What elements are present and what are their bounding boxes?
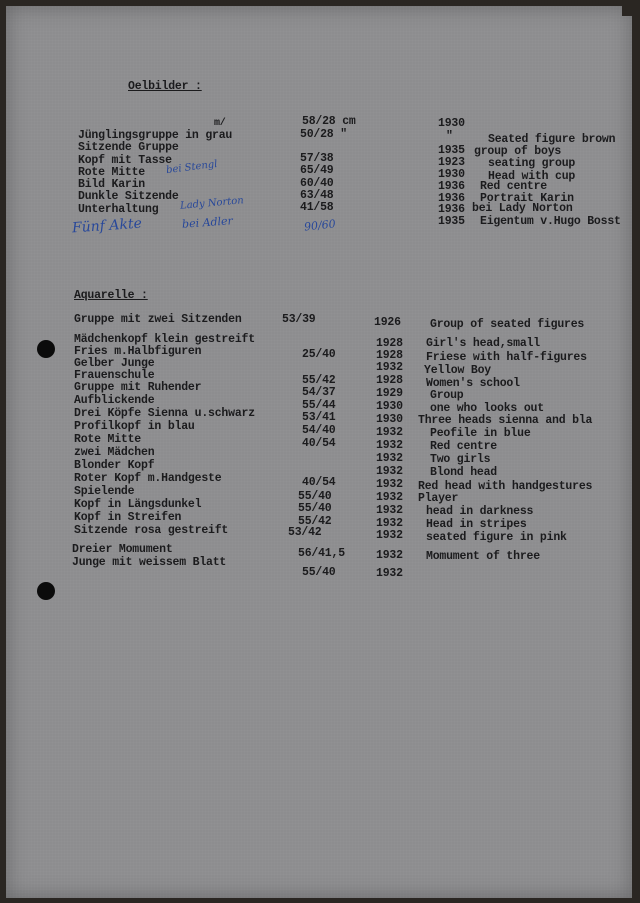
watercolor-year: 1932: [376, 426, 403, 439]
oil-english: Head with cup: [488, 170, 576, 183]
watercolor-title: Rote Mitte: [74, 433, 142, 446]
watercolor-title: Kopf in Streifen: [74, 511, 182, 524]
handwritten-note: bei Stengl: [165, 158, 219, 177]
watercolor-english: Three heads sienna and bla: [418, 414, 593, 427]
watercolor-year: 1932: [376, 504, 403, 517]
watercolor-english: Head in stripes: [426, 518, 527, 531]
watercolor-title: Sitzende rosa gestreift: [74, 524, 229, 537]
watercolor-dims: 55/40: [302, 566, 336, 579]
handwritten-note: Lady Norton: [179, 195, 245, 212]
watercolor-year: 1928: [376, 374, 403, 387]
watercolor-title: Gruppe mit zwei Sitzenden: [74, 313, 242, 326]
watercolor-year: 1932: [376, 478, 403, 491]
oil-year: ": [446, 130, 453, 143]
page-corner: [622, 6, 632, 16]
watercolor-title: Gelber Junge: [74, 357, 155, 370]
oil-english: Eigentum v.Hugo Bosst: [480, 215, 621, 228]
watercolor-title: Junge mit weissem Blatt: [72, 556, 227, 569]
watercolor-title: Aufblickende: [74, 394, 155, 407]
watercolor-english: seated figure in pink: [426, 531, 567, 544]
oil-year: 1936: [438, 180, 465, 193]
watercolor-title: Blonder Kopf: [74, 459, 155, 472]
watercolor-english: one who looks out: [430, 402, 544, 415]
watercolor-year: 1930: [376, 413, 403, 426]
watercolor-heading: Aquarelle :: [74, 289, 148, 302]
watercolor-year: 1932: [376, 439, 403, 452]
watercolor-dims: 55/42: [298, 515, 332, 528]
oil-dims: 41/58: [300, 201, 334, 214]
watercolor-dims: 53/39: [282, 313, 316, 326]
watercolor-dims: 40/54: [302, 476, 336, 489]
oil-mark: m/: [214, 118, 226, 129]
watercolor-title: Mädchenkopf klein gestreift: [74, 333, 255, 346]
watercolor-dims: 55/44: [302, 399, 336, 412]
oil-heading: Oelbilder :: [128, 80, 202, 93]
watercolor-year: 1930: [376, 400, 403, 413]
watercolor-dims: 55/40: [298, 502, 332, 515]
watercolor-english: Women's school: [426, 377, 520, 390]
oil-english: seating group: [488, 157, 576, 170]
oil-year: 1935: [438, 144, 465, 157]
watercolor-english: Friese with half-figures: [426, 351, 587, 364]
oil-title: Sitzende Gruppe: [78, 141, 179, 154]
watercolor-title: Roter Kopf m.Handgeste: [74, 472, 222, 485]
watercolor-title: zwei Mädchen: [74, 446, 155, 459]
watercolor-title: Kopf in Längsdunkel: [74, 498, 202, 511]
watercolor-english: head in darkness: [426, 505, 534, 518]
watercolor-english: Red centre: [430, 440, 498, 453]
watercolor-year: 1932: [376, 491, 403, 504]
oil-year: 1935: [438, 215, 465, 228]
watercolor-english: Yellow Boy: [424, 364, 492, 377]
handwritten-dims: 90/60: [303, 217, 337, 234]
oil-title: Kopf mit Tasse: [78, 154, 172, 167]
watercolor-year: 1928: [376, 337, 403, 350]
oil-dims: 63/48: [300, 189, 334, 202]
handwritten-title: Fünf Akte: [71, 215, 143, 237]
watercolor-year: 1932: [376, 452, 403, 465]
watercolor-year: 1932: [376, 567, 403, 580]
oil-english: Red centre: [480, 180, 548, 193]
oil-title: Bild Karin: [78, 178, 146, 191]
watercolor-title: Frauenschule: [74, 369, 155, 382]
oil-dims: 50/28 ": [300, 128, 347, 141]
oil-english: bei Lady Norton: [472, 202, 573, 215]
watercolor-english: Blond head: [430, 466, 498, 479]
watercolor-title: Profilkopf in blau: [74, 420, 195, 433]
oil-english: Seated figure brown: [488, 133, 616, 146]
watercolor-english: Girl's head,small: [426, 337, 540, 350]
oil-english: Portrait Karin: [480, 192, 574, 205]
watercolor-title: Fries m.Halbfiguren: [74, 345, 202, 358]
watercolor-dims: 53/41: [302, 411, 336, 424]
watercolor-year: 1932: [376, 549, 403, 562]
handwritten-note: bei Adler: [181, 214, 234, 231]
watercolor-dims: 56/41,5: [298, 547, 345, 560]
oil-year: 1923: [438, 156, 465, 169]
watercolor-title: Spielende: [74, 485, 135, 498]
oil-title: Rote Mitte: [78, 166, 146, 179]
document-page: [6, 6, 632, 898]
watercolor-title: Dreier Momument: [72, 543, 173, 556]
oil-title: Dunkle Sitzende: [78, 190, 179, 203]
watercolor-dims: 53/42: [288, 526, 322, 539]
watercolor-year: 1932: [376, 529, 403, 542]
oil-dims: 65/49: [300, 164, 334, 177]
watercolor-english: Peofile in blue: [430, 427, 531, 440]
watercolor-year: 1926: [374, 316, 401, 329]
watercolor-english: Red head with handgestures: [418, 480, 593, 493]
oil-english: group of boys: [474, 145, 562, 158]
oil-year: 1936: [438, 192, 465, 205]
watercolor-dims: 55/42: [302, 374, 336, 387]
oil-title: Jünglingsgruppe in grau: [78, 129, 233, 142]
watercolor-year: 1932: [376, 517, 403, 530]
watercolor-dims: 40/54: [302, 437, 336, 450]
watercolor-dims: 54/37: [302, 386, 336, 399]
watercolor-english: Group of seated figures: [430, 318, 585, 331]
punch-hole-bottom: [37, 582, 55, 600]
oil-top-year: 1930: [438, 117, 465, 130]
watercolor-title: Gruppe mit Ruhender: [74, 381, 202, 394]
watercolor-english: Player: [418, 492, 459, 505]
oil-year: 1930: [438, 168, 465, 181]
watercolor-year: 1928: [376, 349, 403, 362]
watercolor-title: Drei Köpfe Sienna u.schwarz: [74, 407, 255, 420]
watercolor-dims: 25/40: [302, 348, 336, 361]
oil-dims: 57/38: [300, 152, 334, 165]
watercolor-year: 1929: [376, 387, 403, 400]
watercolor-english: Momument of three: [426, 550, 540, 563]
watercolor-english: Two girls: [430, 453, 491, 466]
oil-dims: 60/40: [300, 177, 334, 190]
oil-top-dims: 58/28 cm: [302, 115, 356, 128]
watercolor-english: Group: [430, 389, 464, 402]
punch-hole-top: [37, 340, 55, 358]
watercolor-year: 1932: [376, 465, 403, 478]
watercolor-dims: 54/40: [302, 424, 336, 437]
watercolor-dims: 55/40: [298, 490, 332, 503]
watercolor-year: 1932: [376, 361, 403, 374]
oil-title: Unterhaltung: [78, 203, 159, 216]
oil-year: 1936: [438, 203, 465, 216]
